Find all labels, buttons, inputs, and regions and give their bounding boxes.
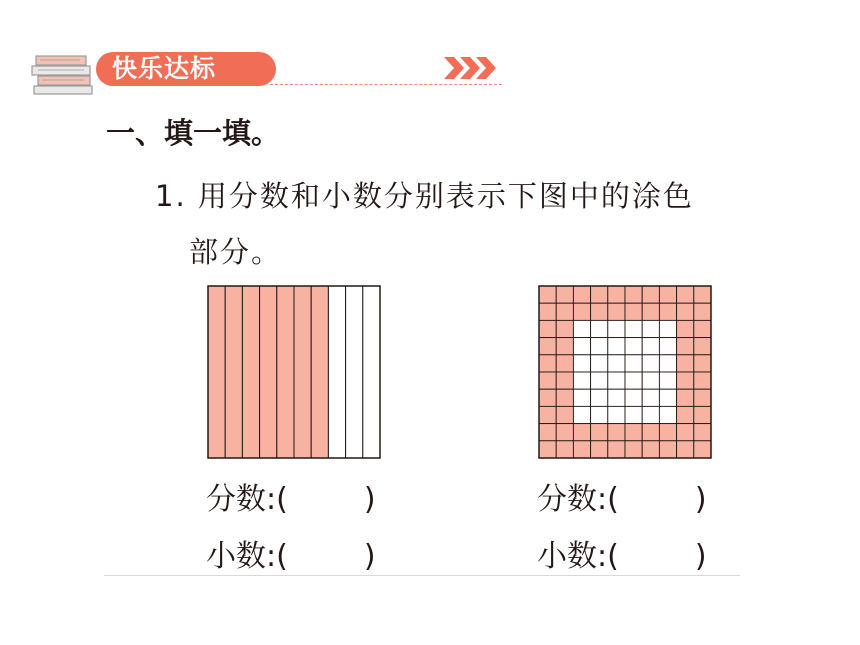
fraction-label: 分数:( <box>537 482 619 517</box>
shaded-cell <box>573 286 590 303</box>
empty-cell <box>591 338 608 355</box>
shaded-column <box>311 286 328 458</box>
tenths-figure <box>206 284 382 460</box>
question-number: 1. <box>155 179 187 213</box>
shaded-column <box>277 286 294 458</box>
empty-cell <box>573 355 590 372</box>
shaded-cell <box>694 286 711 303</box>
shaded-cell <box>556 303 573 320</box>
empty-cell <box>573 389 590 406</box>
shaded-cell <box>625 286 642 303</box>
shaded-cell <box>556 338 573 355</box>
hundredths-figure <box>537 284 713 460</box>
shaded-cell <box>591 303 608 320</box>
close-paren: ) <box>363 482 376 517</box>
decimal-label: 小数:( <box>537 539 619 574</box>
shaded-cell <box>677 441 694 458</box>
empty-cell <box>659 372 676 389</box>
shaded-cell <box>539 372 556 389</box>
empty-cell <box>591 372 608 389</box>
shaded-cell <box>642 286 659 303</box>
section-heading: 一、填一填。 <box>106 116 281 150</box>
shaded-cell <box>694 389 711 406</box>
shaded-cell <box>539 441 556 458</box>
empty-cell <box>659 320 676 337</box>
shaded-cell <box>694 441 711 458</box>
empty-cell <box>608 389 625 406</box>
shaded-column <box>208 286 225 458</box>
shaded-column <box>260 286 277 458</box>
shaded-cell <box>608 286 625 303</box>
empty-cell <box>625 406 642 423</box>
empty-cell <box>573 338 590 355</box>
shaded-cell <box>659 441 676 458</box>
empty-column <box>363 286 380 458</box>
empty-cell <box>642 406 659 423</box>
empty-cell <box>608 372 625 389</box>
shaded-cell <box>642 303 659 320</box>
shaded-cell <box>694 355 711 372</box>
shaded-cell <box>694 303 711 320</box>
shaded-cell <box>556 389 573 406</box>
shaded-cell <box>539 355 556 372</box>
banner-title: 快乐达标 <box>112 54 217 83</box>
empty-cell <box>591 406 608 423</box>
close-paren: ) <box>694 482 707 517</box>
shaded-cell <box>539 320 556 337</box>
shaded-cell <box>677 338 694 355</box>
shaded-cell <box>556 406 573 423</box>
shaded-cell <box>539 389 556 406</box>
empty-column <box>346 286 363 458</box>
close-paren: ) <box>694 539 707 574</box>
shaded-cell <box>539 406 556 423</box>
shaded-cell <box>608 303 625 320</box>
banner-divider <box>270 84 502 85</box>
books-icon <box>30 46 100 96</box>
empty-cell <box>642 389 659 406</box>
shaded-cell <box>677 406 694 423</box>
shaded-cell <box>694 338 711 355</box>
empty-cell <box>659 389 676 406</box>
shaded-cell <box>694 320 711 337</box>
fraction-label: 分数:( <box>206 482 288 517</box>
empty-cell <box>591 355 608 372</box>
shaded-cell <box>556 355 573 372</box>
shaded-cell <box>556 372 573 389</box>
decimal-answer-left <box>206 537 376 577</box>
shaded-cell <box>677 303 694 320</box>
shaded-cell <box>694 424 711 441</box>
shaded-cell <box>608 441 625 458</box>
shaded-column <box>294 286 311 458</box>
empty-cell <box>625 372 642 389</box>
empty-cell <box>608 406 625 423</box>
shaded-cell <box>642 441 659 458</box>
shaded-cell <box>573 441 590 458</box>
shaded-cell <box>556 441 573 458</box>
empty-cell <box>608 320 625 337</box>
shaded-cell <box>539 424 556 441</box>
shaded-cell <box>659 286 676 303</box>
shaded-cell <box>539 286 556 303</box>
empty-cell <box>659 338 676 355</box>
question-text <box>155 168 755 280</box>
chevrons-icon <box>442 55 502 81</box>
empty-cell <box>642 320 659 337</box>
shaded-cell <box>556 320 573 337</box>
shaded-cell <box>694 372 711 389</box>
shaded-cell <box>642 424 659 441</box>
empty-cell <box>625 338 642 355</box>
shaded-column <box>242 286 259 458</box>
empty-cell <box>608 338 625 355</box>
shaded-cell <box>573 424 590 441</box>
decimal-answer-right <box>537 537 707 577</box>
shaded-cell <box>556 286 573 303</box>
shaded-cell <box>591 424 608 441</box>
shaded-cell <box>608 424 625 441</box>
bottom-divider <box>104 575 740 576</box>
shaded-cell <box>625 424 642 441</box>
shaded-cell <box>659 303 676 320</box>
shaded-cell <box>677 286 694 303</box>
shaded-cell <box>573 303 590 320</box>
empty-cell <box>625 320 642 337</box>
decimal-label: 小数:( <box>206 539 288 574</box>
question-line-2: 部分。 <box>189 235 283 269</box>
empty-cell <box>573 372 590 389</box>
empty-cell <box>659 355 676 372</box>
empty-cell <box>591 389 608 406</box>
shaded-cell <box>694 406 711 423</box>
shaded-cell <box>591 441 608 458</box>
close-paren: ) <box>363 539 376 574</box>
empty-cell <box>573 320 590 337</box>
empty-cell <box>659 406 676 423</box>
shaded-cell <box>677 355 694 372</box>
shaded-cell <box>625 441 642 458</box>
empty-cell <box>625 389 642 406</box>
empty-cell <box>625 355 642 372</box>
empty-cell <box>642 355 659 372</box>
shaded-cell <box>677 389 694 406</box>
empty-cell <box>642 338 659 355</box>
shaded-cell <box>591 286 608 303</box>
shaded-cell <box>677 424 694 441</box>
empty-cell <box>573 406 590 423</box>
fraction-answer-right <box>537 480 707 520</box>
shaded-cell <box>677 372 694 389</box>
section-banner <box>30 46 510 96</box>
empty-cell <box>591 320 608 337</box>
shaded-cell <box>556 424 573 441</box>
question-line-1: 用分数和小数分别表示下图中的涂色 <box>197 179 694 213</box>
shaded-cell <box>539 338 556 355</box>
shaded-column <box>225 286 242 458</box>
shaded-cell <box>625 303 642 320</box>
empty-cell <box>642 372 659 389</box>
empty-cell <box>608 355 625 372</box>
shaded-cell <box>659 424 676 441</box>
empty-column <box>328 286 345 458</box>
fraction-answer-left <box>206 480 376 520</box>
shaded-cell <box>539 303 556 320</box>
shaded-cell <box>677 320 694 337</box>
